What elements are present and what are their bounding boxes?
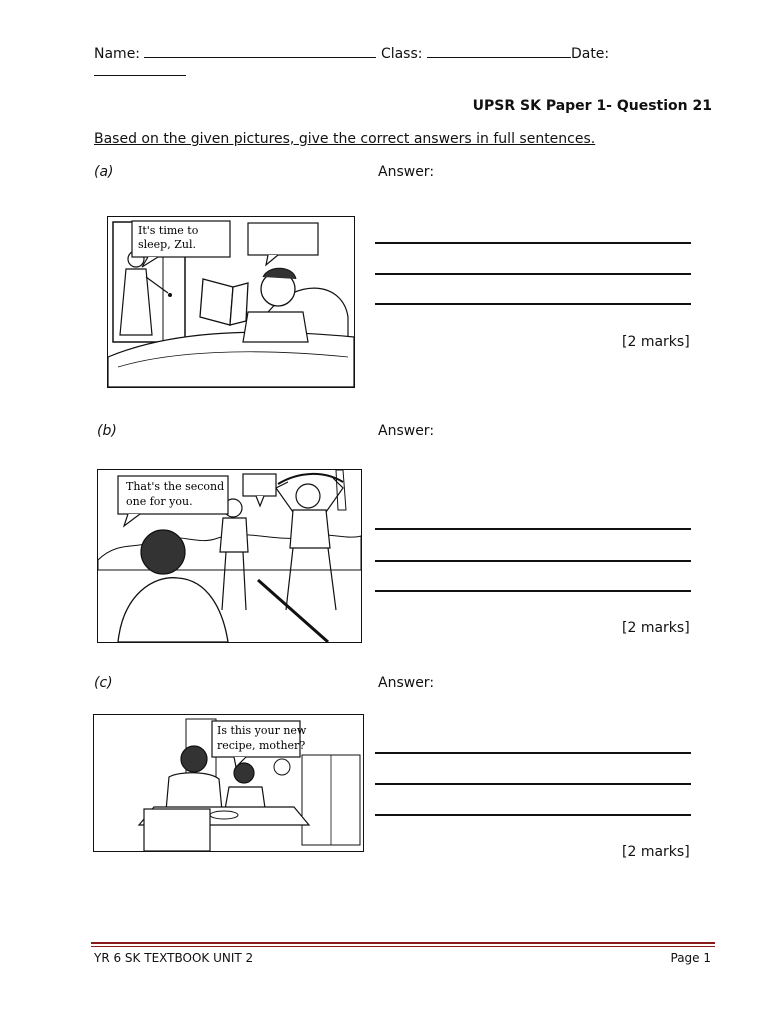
question-c-answer-line-1[interactable] [375,752,691,754]
date-field[interactable] [94,58,186,76]
class-label: Class: [380,46,423,62]
question-a-answer-label: Answer: [378,164,435,180]
question-b-picture [97,469,362,643]
question-a-picture [107,216,355,388]
empty-speech-bubble [243,474,276,496]
name-label: Name: [94,46,141,62]
question-b-answer-line-2[interactable] [375,560,691,562]
question-c-label: (c) [94,675,113,691]
speech-a-line-1: It's time to [138,224,199,237]
instruction-text: Based on the given pictures, give the correct answers in full sentences. [94,131,596,147]
speech-c-line-2: recipe, mother? [217,739,306,752]
question-b-label: (b) [97,423,117,439]
speech-a-line-2: sleep, Zul. [138,238,196,251]
speech-c-line-1: Is this your new [217,724,307,737]
bedroom-illustration [108,217,354,387]
question-a-answer-line-2[interactable] [375,273,691,275]
question-b-answer-line-1[interactable] [375,528,691,530]
footer-divider [91,942,715,944]
game-illustration [98,470,361,642]
question-c-answer-line-3[interactable] [375,814,691,816]
kitchen-illustration [94,715,363,851]
question-c-answer-line-2[interactable] [375,783,691,785]
question-c-answer-label: Answer: [378,675,435,691]
question-b-answer-line-3[interactable] [375,590,691,592]
empty-speech-bubble [248,223,318,255]
footer-unit-label: YR 6 SK TEXTBOOK UNIT 2 [94,951,254,965]
speech-b-line-2: one for you. [126,495,193,508]
date-label: Date: [570,46,610,62]
question-b-marks: [2 marks] [622,620,690,636]
speech-b-line-1: That's the second [126,480,225,493]
question-c-marks: [2 marks] [622,844,690,860]
question-a-answer-line-1[interactable] [375,242,691,244]
question-a-answer-line-3[interactable] [375,303,691,305]
question-a-marks: [2 marks] [622,334,690,350]
paper-title: UPSR SK Paper 1- Question 21 [472,98,712,114]
footer-divider-thin [91,946,715,947]
question-c-picture [93,714,364,852]
question-a-label: (a) [94,164,114,180]
name-field[interactable] [144,43,376,58]
footer-page-number: Page 1 [670,951,711,965]
class-field[interactable] [427,43,571,58]
question-b-answer-label: Answer: [378,423,435,439]
